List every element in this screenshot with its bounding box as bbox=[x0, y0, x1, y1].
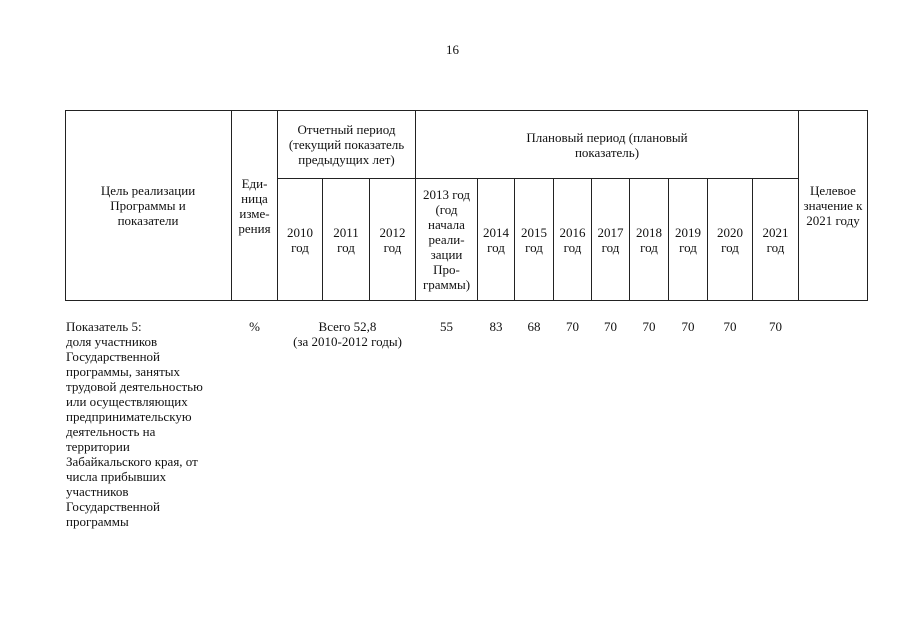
header-year-2020: 2020 год bbox=[717, 224, 743, 255]
header-year-2021: 2021 год bbox=[762, 224, 789, 255]
header-year-2015: 2015 год bbox=[521, 224, 547, 255]
indicator-line: или осуществляющих bbox=[66, 394, 188, 409]
value-2017: 70 bbox=[604, 319, 617, 334]
header-year-2018: 2018 год bbox=[636, 224, 662, 255]
value-2013: 55 bbox=[440, 319, 453, 334]
indicator-line: участников bbox=[66, 484, 129, 499]
header-year-2017: 2017 год bbox=[597, 224, 624, 255]
value-2018: 70 bbox=[642, 319, 656, 334]
indicator-line: программы bbox=[66, 514, 129, 529]
value-2019: 70 bbox=[681, 319, 695, 334]
header-year-2010: 2010 год bbox=[287, 224, 313, 255]
indicator-line: числа прибывших bbox=[66, 469, 167, 484]
indicator-line: Государственной bbox=[66, 499, 161, 514]
value-2016: 70 bbox=[566, 319, 579, 334]
page-number: 16 bbox=[446, 42, 459, 57]
indicator-line: предпринимательскую bbox=[66, 409, 192, 424]
header-year-2011: 2011 год bbox=[333, 224, 359, 255]
reporting-total bbox=[270, 319, 425, 349]
indicator-line: программы, занятых bbox=[66, 364, 181, 379]
header-year-2013: 2013 год (год начала реали-зации Про-граммы) bbox=[422, 187, 471, 292]
header-year-2019: 2019 год bbox=[675, 224, 701, 255]
header-reporting-period: Отчетный период (текущий показатель предыдущих лет) bbox=[288, 122, 405, 167]
indicator-line: трудовой деятельностью bbox=[66, 379, 203, 394]
indicator-title: Показатель 5: bbox=[66, 319, 142, 334]
header-target: Целевое значение к 2021 году bbox=[803, 183, 863, 228]
value-2021: 70 bbox=[769, 319, 782, 334]
indicator-description bbox=[66, 319, 231, 529]
header-unit: Еди-ница изме-рения bbox=[238, 175, 271, 236]
header-year-2012: 2012 год bbox=[379, 224, 406, 255]
value-2014: 83 bbox=[489, 319, 503, 334]
indicator-line: территории bbox=[66, 439, 130, 454]
value-2015: 68 bbox=[527, 319, 541, 334]
header-year-2014: 2014 год bbox=[483, 224, 509, 255]
indicator-line: доля участников bbox=[66, 334, 158, 349]
reporting-total-note: (за 2010-2012 годы) bbox=[293, 334, 402, 349]
indicator-line: Государственной bbox=[66, 349, 161, 364]
header-goal: Цель реализации Программы и показатели bbox=[100, 183, 196, 228]
reporting-total-value: Всего 52,8 bbox=[318, 319, 377, 334]
row-unit: % bbox=[249, 319, 260, 334]
indicator-line: деятельность на bbox=[66, 424, 156, 439]
value-2020: 70 bbox=[723, 319, 737, 334]
header-year-2016: 2016 год bbox=[559, 224, 586, 255]
indicator-line: Забайкальского края, от bbox=[66, 454, 198, 469]
header-planned-period: Плановый период (плановый показатель) bbox=[526, 129, 688, 160]
